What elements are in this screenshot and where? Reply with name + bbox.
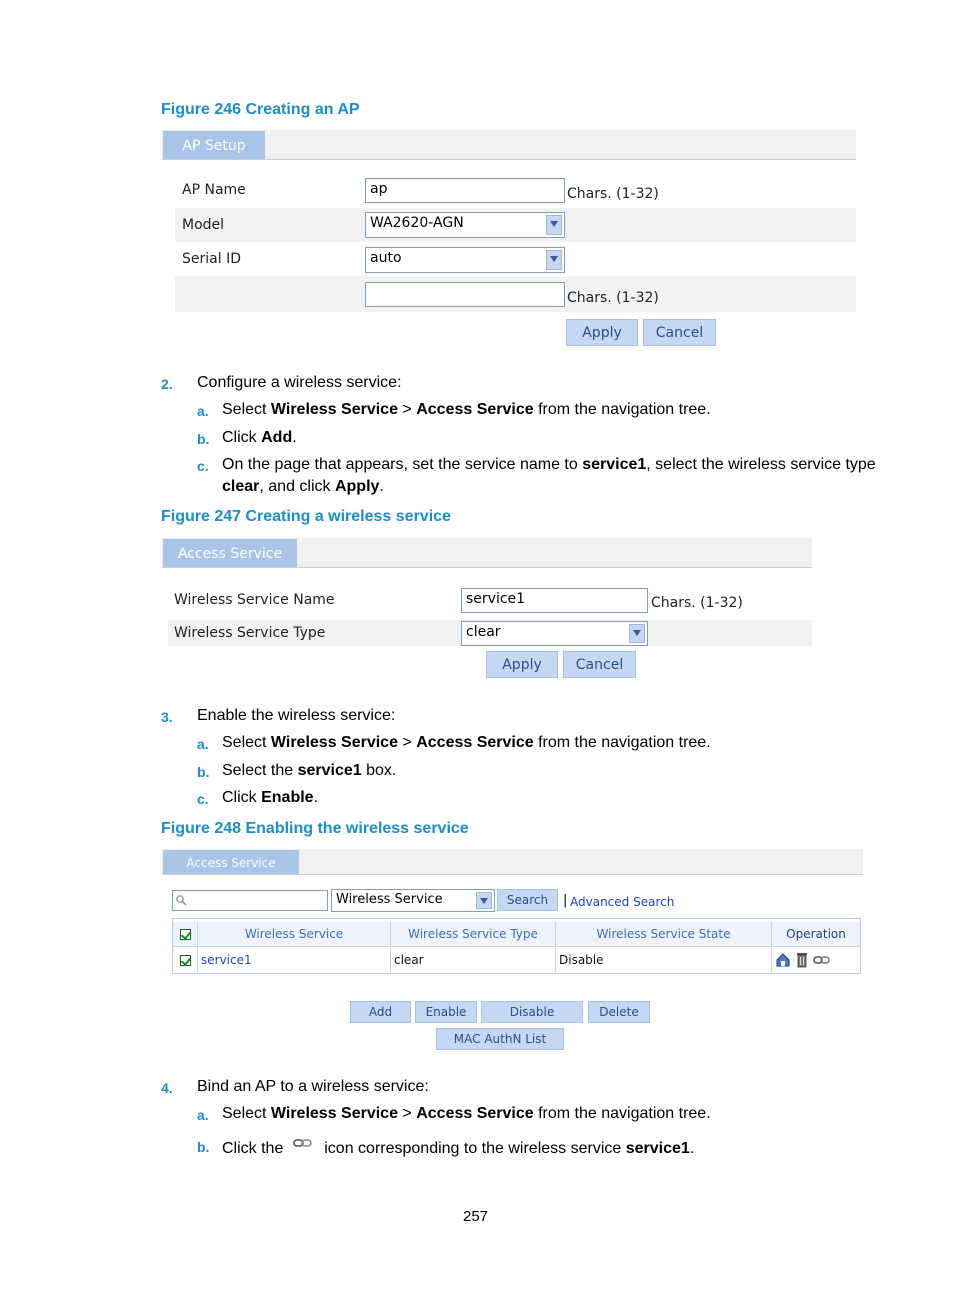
step-2a-text: Select Wireless Service > Access Service from the navigation tree. bbox=[222, 401, 711, 418]
service-name-hint: Chars. (1-32) bbox=[651, 595, 743, 611]
step-3c-number: c. bbox=[197, 791, 209, 807]
search-button[interactable]: Search bbox=[497, 889, 558, 911]
model-select-value: WA2620-AGN bbox=[370, 215, 464, 231]
step-3-text: Enable the wireless service: bbox=[197, 707, 396, 724]
row-checkbox-service1[interactable] bbox=[180, 955, 191, 966]
service-name-input[interactable]: service1 bbox=[461, 588, 648, 613]
serial-id-select[interactable] bbox=[365, 247, 565, 273]
step-2-number: 2. bbox=[161, 376, 173, 392]
step-4-text: Bind an AP to a wireless service: bbox=[197, 1078, 429, 1095]
step-2b-number: b. bbox=[197, 431, 210, 447]
header-divider bbox=[173, 946, 860, 947]
apply-button[interactable]: Apply bbox=[566, 319, 638, 346]
disable-button[interactable]: Disable bbox=[481, 1001, 583, 1023]
search-input[interactable] bbox=[172, 890, 328, 911]
figure-247-caption: Figure 247 Creating a wireless service bbox=[161, 508, 451, 525]
figure-248-caption: Figure 248 Enabling the wireless service bbox=[161, 820, 469, 837]
search-field-select[interactable] bbox=[331, 889, 495, 912]
tab-access-service[interactable]: Access Service bbox=[163, 850, 299, 874]
search-icon bbox=[175, 894, 187, 906]
apply-button[interactable]: Apply bbox=[486, 651, 558, 678]
step-4b-text: Click the icon corresponding to the wireless service service1. bbox=[222, 1137, 694, 1158]
step-3c-text: Click Enable. bbox=[222, 789, 319, 806]
advanced-search-link[interactable]: Advanced Search bbox=[570, 895, 675, 909]
column-header-operation: Operation bbox=[772, 922, 860, 946]
service-type-select[interactable] bbox=[461, 621, 648, 646]
step-2c-text-line2: clear, and click Apply. bbox=[222, 478, 384, 495]
step-2c-text-line1: On the page that appears, set the service name to service1, select the wireless service type bbox=[222, 456, 876, 473]
tab-ap-setup[interactable]: AP Setup bbox=[163, 131, 265, 159]
ap-name-hint: Chars. (1-32) bbox=[567, 186, 659, 202]
step-4b-number: b. bbox=[197, 1139, 210, 1155]
table-row-service-type: clear bbox=[391, 948, 556, 972]
table-row-operations bbox=[772, 948, 860, 972]
table-header-checkbox-cell bbox=[173, 922, 198, 946]
table-row-checkbox-cell bbox=[173, 948, 198, 972]
step-3b-text: Select the service1 box. bbox=[222, 762, 397, 779]
serial-id-label: Serial ID bbox=[182, 251, 241, 267]
mac-authn-list-button[interactable]: MAC AuthN List bbox=[436, 1028, 564, 1050]
enable-button[interactable]: Enable bbox=[415, 1001, 477, 1023]
service-name-label: Wireless Service Name bbox=[174, 592, 335, 608]
select-all-checkbox[interactable] bbox=[180, 929, 191, 940]
delete-icon[interactable] bbox=[796, 951, 808, 968]
chevron-down-icon bbox=[476, 892, 492, 909]
add-button[interactable]: Add bbox=[350, 1001, 411, 1023]
chevron-down-icon bbox=[546, 215, 562, 235]
tab-access-service[interactable]: Access Service bbox=[163, 539, 297, 567]
table-row-service-name[interactable]: service1 bbox=[198, 948, 391, 972]
table-row-service-state: Disable bbox=[556, 948, 772, 972]
step-2b-text: Click Add. bbox=[222, 429, 297, 446]
step-2a-number: a. bbox=[197, 403, 209, 419]
cancel-button[interactable]: Cancel bbox=[643, 319, 716, 346]
service-type-label: Wireless Service Type bbox=[174, 625, 326, 641]
step-3-number: 3. bbox=[161, 709, 173, 725]
model-label: Model bbox=[182, 217, 225, 233]
step-4-number: 4. bbox=[161, 1080, 173, 1096]
figure-246-caption: Figure 246 Creating an AP bbox=[161, 101, 360, 118]
column-header-service-type[interactable]: Wireless Service Type bbox=[391, 922, 556, 946]
edit-icon[interactable] bbox=[775, 952, 791, 968]
serial-id-input[interactable] bbox=[365, 282, 565, 307]
bind-link-icon bbox=[292, 1137, 314, 1149]
page-number: 257 bbox=[463, 1208, 489, 1225]
ap-setup-tabbar bbox=[162, 130, 856, 160]
service-type-select-value: clear bbox=[466, 624, 501, 640]
cancel-button[interactable]: Cancel bbox=[563, 651, 636, 678]
serial-id-hint: Chars. (1-32) bbox=[567, 290, 659, 306]
step-3a-number: a. bbox=[197, 736, 209, 752]
chevron-down-icon bbox=[629, 624, 645, 643]
step-3a-text: Select Wireless Service > Access Service from the navigation tree. bbox=[222, 734, 711, 751]
step-4a-number: a. bbox=[197, 1107, 209, 1123]
delete-button[interactable]: Delete bbox=[588, 1001, 650, 1023]
step-3b-number: b. bbox=[197, 764, 210, 780]
bind-link-icon[interactable] bbox=[813, 955, 830, 965]
separator: | bbox=[563, 893, 568, 908]
column-header-service-state[interactable]: Wireless Service State bbox=[556, 922, 772, 946]
step-2c-number: c. bbox=[197, 458, 209, 474]
ap-name-input[interactable]: ap bbox=[365, 178, 565, 203]
step-2-text: Configure a wireless service: bbox=[197, 374, 402, 391]
ap-name-label: AP Name bbox=[182, 182, 246, 198]
column-header-wireless-service[interactable]: Wireless Service bbox=[198, 922, 391, 946]
serial-id-select-value: auto bbox=[370, 250, 402, 266]
chevron-down-icon bbox=[546, 250, 562, 270]
model-select[interactable] bbox=[365, 212, 565, 238]
step-4a-text: Select Wireless Service > Access Service from the navigation tree. bbox=[222, 1105, 711, 1122]
search-field-value: Wireless Service bbox=[336, 892, 443, 907]
